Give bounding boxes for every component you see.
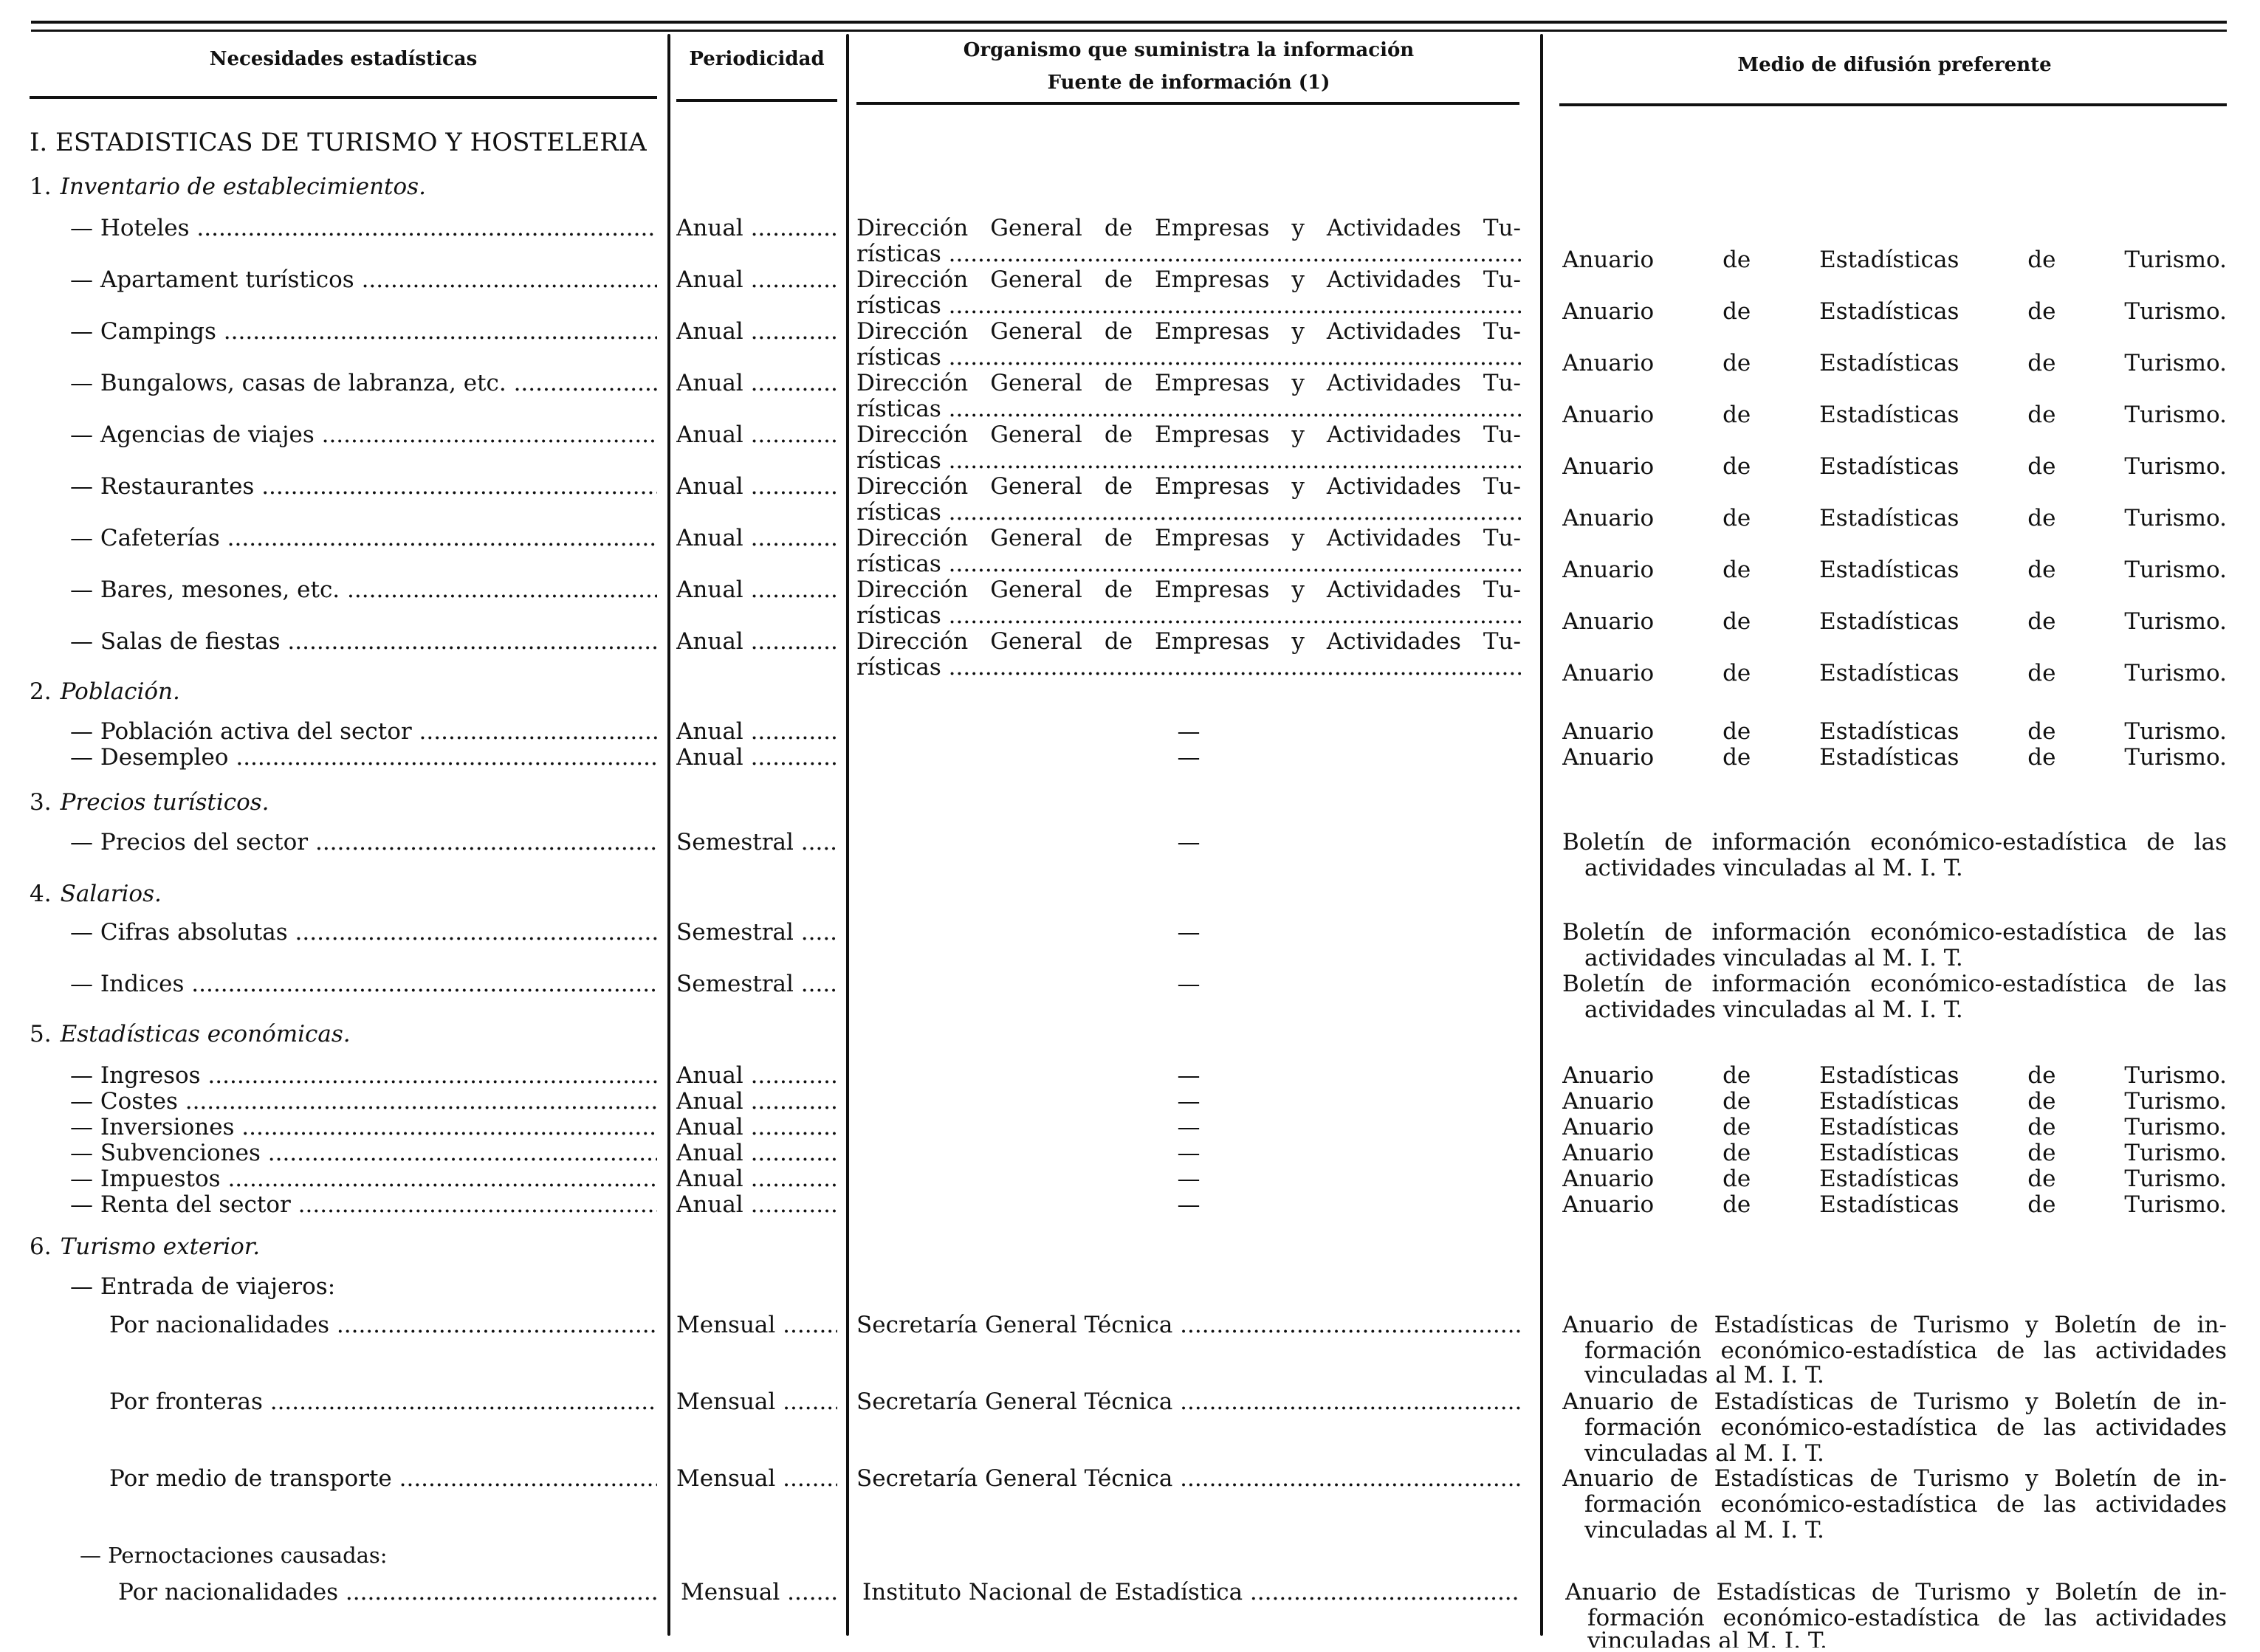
- organism-line1: Dirección General de Empresas y Actividades Tu-: [856, 526, 1521, 551]
- header-rule-medium: [1559, 103, 2227, 106]
- need-label: — Inversiones .....: [70, 1115, 657, 1140]
- organism-dash: —: [1177, 719, 1201, 745]
- section-title: I. ESTADISTICAS DE TURISMO Y HOSTELERIA: [30, 130, 647, 156]
- period-label: Mensual .....: [676, 1312, 837, 1338]
- need-label: — Hoteles .....: [70, 216, 657, 241]
- medium-text: Anuario de Estadísticas de Turismo.: [1562, 506, 2227, 531]
- medium-text: Anuario de Estadísticas de Turismo.: [1562, 557, 2227, 583]
- medium-text-line1: Anuario de Estadísticas de Turismo y Boletín de in-: [1562, 1389, 2227, 1415]
- organism-line1: Dirección General de Empresas y Actividades Tu-: [856, 216, 1521, 241]
- medium-text: Anuario de Estadísticas de Turismo.: [1562, 719, 2227, 745]
- top-rule-second: [31, 30, 2227, 32]
- period-label: Anual .....: [676, 1089, 837, 1115]
- medium-text-line3: vinculadas al M. I. T.: [1587, 1628, 1827, 1648]
- organism-line2: rísticas .....: [856, 655, 1521, 681]
- period-label: Mensual .....: [676, 1466, 837, 1492]
- need-label: — Indices .....: [70, 971, 657, 997]
- organism-line2: rísticas .....: [856, 551, 1521, 577]
- medium-text: Anuario de Estadísticas de Turismo.: [1562, 745, 2227, 771]
- organism-text: Secretaría General Técnica .....: [856, 1389, 1521, 1415]
- period-label: Anual .....: [676, 1063, 837, 1089]
- medium-text-line1: Boletín de información económico-estadística de las: [1562, 971, 2227, 997]
- group-title: Población.: [60, 679, 180, 705]
- medium-text: Anuario de Estadísticas de Turismo.: [1562, 1140, 2227, 1166]
- period-label: Semestral .....: [676, 971, 837, 997]
- organism-line1: Dirección General de Empresas y Actividades Tu-: [856, 474, 1521, 500]
- column-divider-1: [667, 34, 670, 1636]
- period-label: Mensual .....: [676, 1389, 837, 1415]
- need-label: Por fronteras .....: [109, 1389, 657, 1415]
- period-label: Anual .....: [676, 422, 837, 448]
- need-label: — Población activa del sector .....: [70, 719, 657, 745]
- header-source: Fuente de información (1): [1047, 72, 1330, 94]
- medium-text: Anuario de Estadísticas de Turismo.: [1562, 1063, 2227, 1089]
- column-divider-2: [846, 34, 849, 1636]
- group-number: 3.: [30, 790, 52, 816]
- period-label: Mensual .....: [681, 1580, 837, 1605]
- medium-text-line2: formación económico-estadística de las actividades: [1584, 1338, 2227, 1364]
- organism-line1: Dirección General de Empresas y Actividades Tu-: [856, 267, 1521, 293]
- organism-dash: —: [1177, 1063, 1201, 1089]
- organism-line2: rísticas .....: [856, 241, 1521, 267]
- group-number: 2.: [30, 679, 52, 705]
- header-rule-period: [676, 99, 837, 102]
- medium-text-line3: vinculadas al M. I. T.: [1584, 1441, 1824, 1467]
- medium-text: Anuario de Estadísticas de Turismo.: [1562, 402, 2227, 428]
- need-label: — Precios del sector .....: [70, 830, 657, 856]
- organism-dash: —: [1177, 1115, 1201, 1140]
- need-label: — Costes .....: [70, 1089, 657, 1115]
- period-label: Anual .....: [676, 216, 837, 241]
- period-label: Anual .....: [676, 629, 837, 655]
- period-label: Anual .....: [676, 474, 837, 500]
- header-periodicity: Periodicidad: [689, 48, 825, 70]
- organism-dash: —: [1177, 1192, 1201, 1218]
- organism-line1: Dirección General de Empresas y Actividades Tu-: [856, 319, 1521, 345]
- period-label: Anual .....: [676, 1140, 837, 1166]
- medium-text-line2: actividades vinculadas al M. I. T.: [1584, 946, 1963, 971]
- need-label: — Impuestos .....: [70, 1166, 657, 1192]
- group-title: Inventario de establecimientos.: [60, 174, 426, 200]
- header-rule-needs: [30, 96, 657, 99]
- need-label: Por medio de transporte .....: [109, 1466, 657, 1492]
- medium-text: Anuario de Estadísticas de Turismo.: [1562, 299, 2227, 325]
- need-label: — Bares, mesones, etc. .....: [70, 577, 657, 603]
- period-label: Anual .....: [676, 267, 837, 293]
- medium-text-line3: vinculadas al M. I. T.: [1584, 1518, 1824, 1543]
- need-label: Por nacionalidades .....: [118, 1580, 657, 1605]
- need-label: — Desempleo .....: [70, 745, 657, 771]
- need-label: — Agencias de viajes .....: [70, 422, 657, 448]
- need-label: — Ingresos .....: [70, 1063, 657, 1089]
- medium-text: Anuario de Estadísticas de Turismo.: [1562, 609, 2227, 635]
- period-label: Anual .....: [676, 1115, 837, 1140]
- header-needs: Necesidades estadísticas: [209, 48, 478, 70]
- organism-dash: —: [1177, 971, 1201, 997]
- medium-text-line2: actividades vinculadas al M. I. T.: [1584, 997, 1963, 1023]
- medium-text: Anuario de Estadísticas de Turismo.: [1562, 1166, 2227, 1192]
- need-label: — Restaurantes .....: [70, 474, 657, 500]
- group-number: 1.: [30, 174, 52, 200]
- period-label: Anual .....: [676, 526, 837, 551]
- organism-line2: rísticas .....: [856, 345, 1521, 371]
- period-label: Anual .....: [676, 1192, 837, 1218]
- period-label: Anual .....: [676, 719, 837, 745]
- organism-text: Instituto Nacional de Estadística .....: [862, 1580, 1521, 1605]
- medium-text: Anuario de Estadísticas de Turismo.: [1562, 351, 2227, 376]
- organism-dash: —: [1177, 830, 1201, 856]
- group-title: Turismo exterior.: [60, 1234, 261, 1260]
- header-organism: Organismo que suministra la información: [963, 39, 1415, 61]
- organism-dash: —: [1177, 1166, 1201, 1192]
- organism-dash: —: [1177, 745, 1201, 771]
- need-label: — Cifras absolutas .....: [70, 920, 657, 946]
- group-title: Estadísticas económicas.: [60, 1022, 351, 1047]
- organism-line2: rísticas .....: [856, 448, 1521, 474]
- medium-text-line2: formación económico-estadística de las actividades: [1584, 1492, 2227, 1518]
- organism-dash: —: [1177, 1089, 1201, 1115]
- medium-text-line1: Boletín de información económico-estadística de las: [1562, 920, 2227, 946]
- need-label: — Cafeterías .....: [70, 526, 657, 551]
- organism-line1: Dirección General de Empresas y Actividades Tu-: [856, 629, 1521, 655]
- header-rule-org: [856, 102, 1519, 105]
- period-label: Semestral .....: [676, 830, 837, 856]
- medium-text: Anuario de Estadísticas de Turismo.: [1562, 661, 2227, 686]
- need-label: — Campings .....: [70, 319, 657, 345]
- organism-line1: Dirección General de Empresas y Actividades Tu-: [856, 371, 1521, 396]
- group-number: 5.: [30, 1022, 52, 1047]
- organism-line2: rísticas .....: [856, 500, 1521, 526]
- top-rule: [31, 21, 2227, 24]
- organism-line2: rísticas .....: [856, 396, 1521, 422]
- need-label: Por nacionalidades .....: [109, 1312, 657, 1338]
- need-label: — Apartament turísticos .....: [70, 267, 657, 293]
- header-medium: Medio de difusión preferente: [1737, 54, 2052, 76]
- group-number: 4.: [30, 881, 52, 907]
- group-number: 6.: [30, 1234, 52, 1260]
- need-label: — Bungalows, casas de labranza, etc. .....: [70, 371, 657, 396]
- column-divider-3: [1540, 34, 1543, 1636]
- medium-text-line1: Anuario de Estadísticas de Turismo y Boletín de in-: [1562, 1312, 2227, 1338]
- medium-text-line1: Anuario de Estadísticas de Turismo y Boletín de in-: [1562, 1466, 2227, 1492]
- medium-text-line2: formación económico-estadística de las actividades: [1587, 1605, 2227, 1631]
- medium-text-line1: Anuario de Estadísticas de Turismo y Boletín de in-: [1565, 1580, 2227, 1605]
- period-label: Anual .....: [676, 1166, 837, 1192]
- medium-text: Anuario de Estadísticas de Turismo.: [1562, 454, 2227, 480]
- medium-text: Anuario de Estadísticas de Turismo.: [1562, 1089, 2227, 1115]
- medium-text: Anuario de Estadísticas de Turismo.: [1562, 247, 2227, 273]
- organism-line2: rísticas .....: [856, 603, 1521, 629]
- medium-text-line3: vinculadas al M. I. T.: [1584, 1363, 1824, 1388]
- need-label: — Renta del sector .....: [70, 1192, 657, 1218]
- medium-text-line2: actividades vinculadas al M. I. T.: [1584, 856, 1963, 881]
- group-title: Salarios.: [60, 881, 162, 907]
- medium-text-line2: formación económico-estadística de las actividades: [1584, 1415, 2227, 1441]
- period-label: Anual .....: [676, 745, 837, 771]
- organism-dash: —: [1177, 920, 1201, 946]
- organism-text: Secretaría General Técnica .....: [856, 1466, 1521, 1492]
- entrada-label: — Entrada de viajeros:: [70, 1274, 336, 1300]
- medium-text: Anuario de Estadísticas de Turismo.: [1562, 1115, 2227, 1140]
- period-label: Anual .....: [676, 371, 837, 396]
- period-label: Anual .....: [676, 577, 837, 603]
- organism-line1: Dirección General de Empresas y Actividades Tu-: [856, 577, 1521, 603]
- pernoct-label: — Pernoctaciones causadas:: [80, 1543, 388, 1568]
- group-title: Precios turísticos.: [60, 790, 269, 816]
- need-label: — Subvenciones .....: [70, 1140, 657, 1166]
- medium-text: Anuario de Estadísticas de Turismo.: [1562, 1192, 2227, 1218]
- organism-line2: rísticas .....: [856, 293, 1521, 319]
- period-label: Anual .....: [676, 319, 837, 345]
- medium-text-line1: Boletín de información económico-estadística de las: [1562, 830, 2227, 856]
- organism-text: Secretaría General Técnica .....: [856, 1312, 1521, 1338]
- organism-line1: Dirección General de Empresas y Actividades Tu-: [856, 422, 1521, 448]
- table-row-cont: [0, 1628, 2260, 1648]
- organism-dash: —: [1177, 1140, 1201, 1166]
- period-label: Semestral .....: [676, 920, 837, 946]
- need-label: — Salas de fiestas .....: [70, 629, 657, 655]
